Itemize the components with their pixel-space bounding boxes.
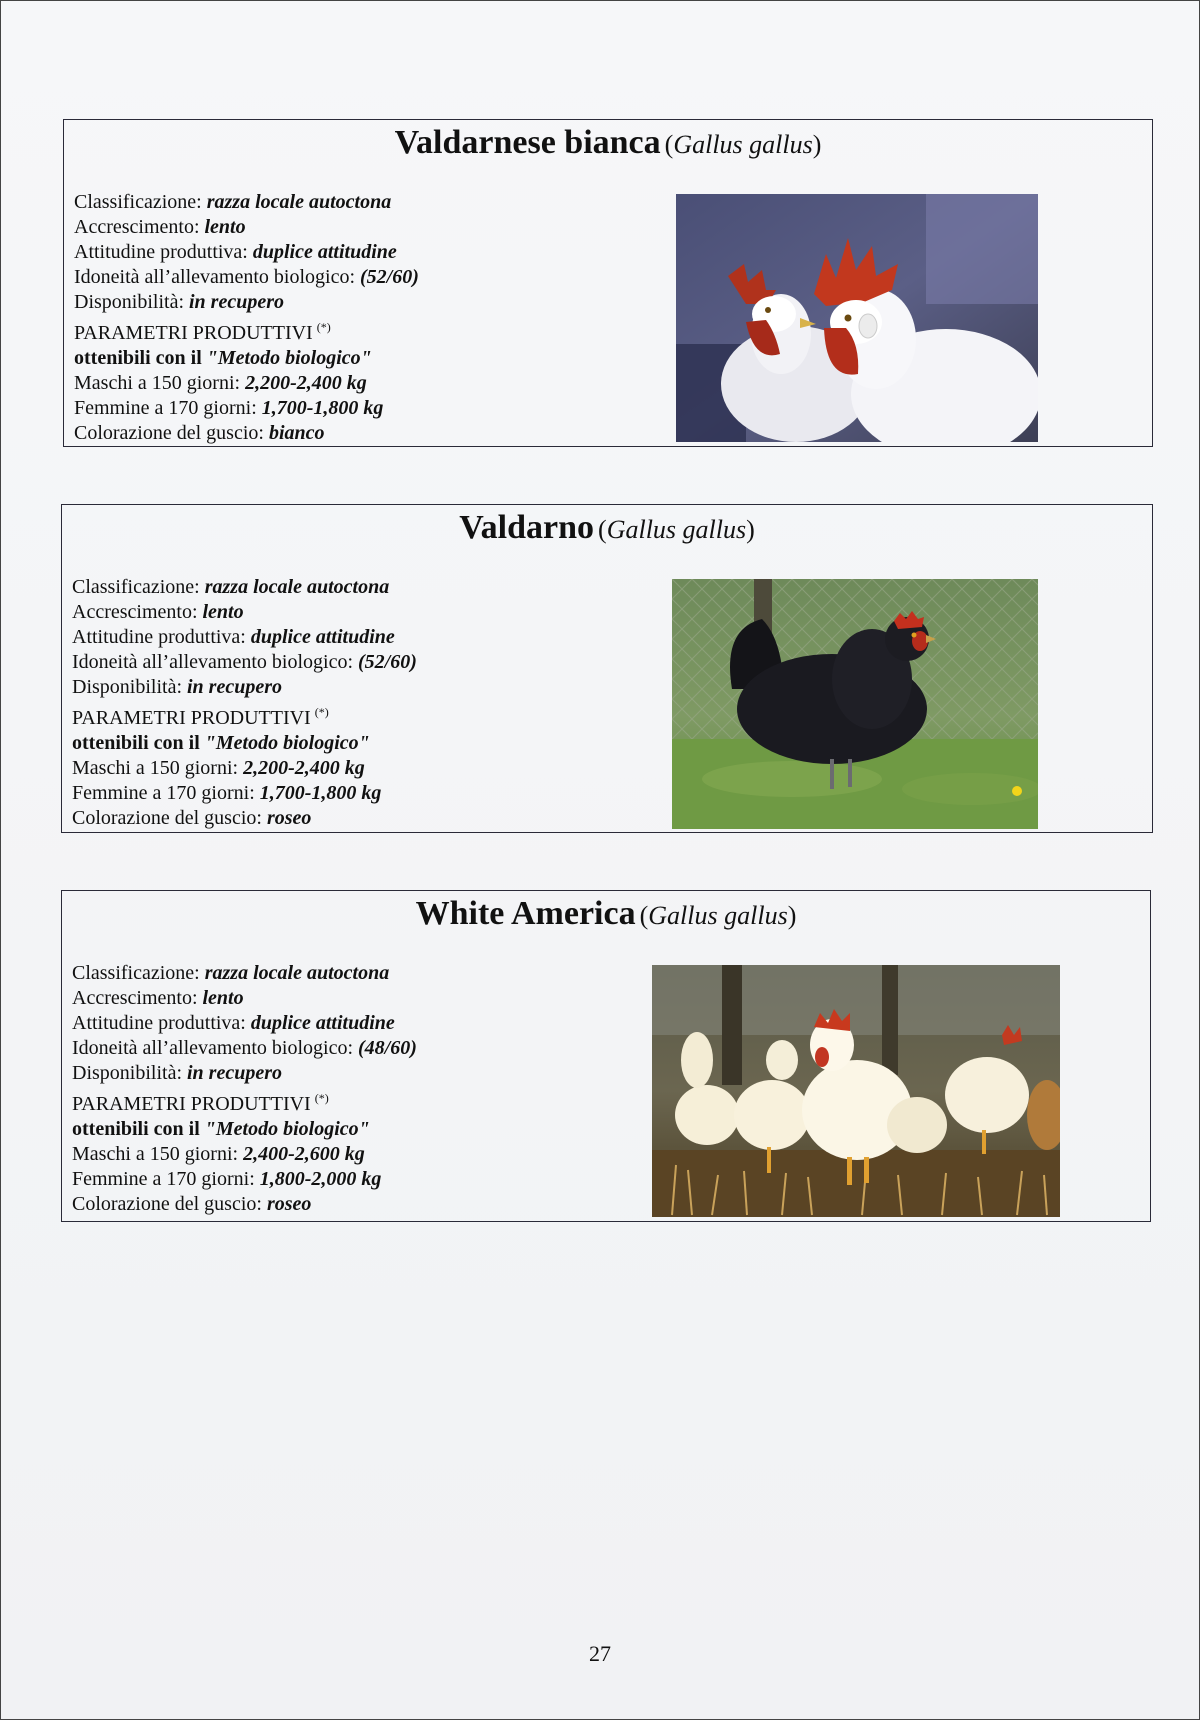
femmine-row: Femmine a 170 giorni: 1,800-2,000 kg xyxy=(72,1168,382,1190)
breed-card-white-america xyxy=(61,890,1151,1222)
scientific-name: (Gallus gallus) xyxy=(598,515,755,544)
breed-title xyxy=(62,895,1150,933)
guscio-row: Colorazione del guscio: bianco xyxy=(74,422,325,444)
attitudine-row: Attitudine produttiva: duplice attitudine xyxy=(74,241,397,263)
breed-parameters xyxy=(74,190,419,446)
accrescimento-row: Accrescimento: lento xyxy=(74,216,246,238)
femmine-row: Femmine a 170 giorni: 1,700-1,800 kg xyxy=(74,397,384,419)
idoneita-row: Idoneità all’allevamento biologico: (48/60) xyxy=(72,1037,417,1059)
attitudine-row: Attitudine produttiva: duplice attitudine xyxy=(72,626,395,648)
breed-name: Valdarnese bianca xyxy=(394,124,661,161)
idoneita-row: Idoneità all’allevamento biologico: (52/60) xyxy=(74,266,419,288)
metodo-row: ottenibili con il "Metodo biologico" xyxy=(74,347,372,369)
breed-title xyxy=(64,124,1152,162)
maschi-row: Maschi a 150 giorni: 2,200-2,400 kg xyxy=(72,757,365,779)
breed-card-valdarnese-bianca xyxy=(63,119,1153,447)
femmine-row: Femmine a 170 giorni: 1,700-1,800 kg xyxy=(72,782,382,804)
maschi-row: Maschi a 150 giorni: 2,400-2,600 kg xyxy=(72,1143,365,1165)
disponibilita-row: Disponibilità: in recupero xyxy=(72,1062,282,1084)
accrescimento-row: Accrescimento: lento xyxy=(72,601,244,623)
guscio-row: Colorazione del guscio: roseo xyxy=(72,807,312,829)
attitudine-row: Attitudine produttiva: duplice attitudine xyxy=(72,1012,395,1034)
accrescimento-row: Accrescimento: lento xyxy=(72,987,244,1009)
scientific-name: (Gallus gallus) xyxy=(664,130,822,159)
guscio-row: Colorazione del guscio: roseo xyxy=(72,1193,312,1215)
breed-name: White America xyxy=(415,895,636,932)
maschi-row: Maschi a 150 giorni: 2,200-2,400 kg xyxy=(74,372,367,394)
parametri-row: PARAMETRI PRODUTTIVI (*) xyxy=(72,705,329,729)
page-number: 27 xyxy=(589,1641,611,1666)
disponibilita-row: Disponibilità: in recupero xyxy=(72,676,282,698)
breed-parameters xyxy=(72,961,417,1217)
metodo-row: ottenibili con il "Metodo biologico" xyxy=(72,732,370,754)
breed-card-valdarno xyxy=(61,504,1153,833)
metodo-row: ottenibili con il "Metodo biologico" xyxy=(72,1118,370,1140)
classificazione-row: Classificazione: razza locale autoctona xyxy=(74,191,392,213)
black-hen-photo xyxy=(672,579,1038,829)
two-white-roosters-photo xyxy=(676,194,1038,442)
idoneita-row: Idoneità all’allevamento biologico: (52/60) xyxy=(72,651,417,673)
parametri-row: PARAMETRI PRODUTTIVI (*) xyxy=(74,320,331,344)
classificazione-row: Classificazione: razza locale autoctona xyxy=(72,576,390,598)
parametri-row: PARAMETRI PRODUTTIVI (*) xyxy=(72,1091,329,1115)
breed-name: Valdarno xyxy=(459,509,595,546)
classificazione-row: Classificazione: razza locale autoctona xyxy=(72,962,390,984)
scientific-name: (Gallus gallus) xyxy=(639,901,797,930)
disponibilita-row: Disponibilità: in recupero xyxy=(74,291,284,313)
white-chickens-flock-photo xyxy=(652,965,1060,1217)
breed-title xyxy=(62,509,1152,547)
breed-parameters xyxy=(72,575,417,831)
